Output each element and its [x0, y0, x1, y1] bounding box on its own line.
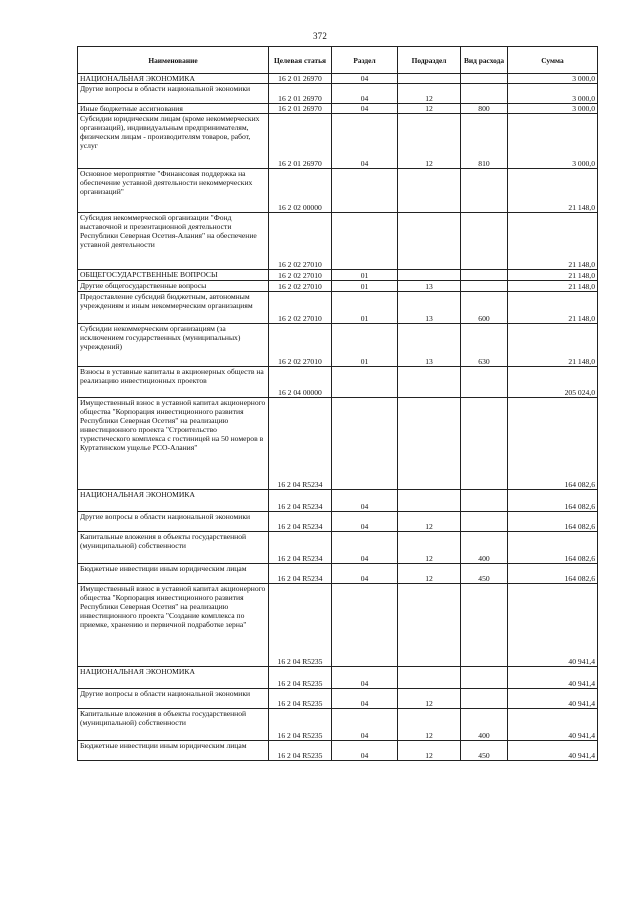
cell-expense-type: [461, 367, 508, 398]
cell-target-article: 16 2 04 R5235: [269, 667, 332, 689]
cell-section: [332, 398, 398, 490]
cell-subsection: [398, 584, 461, 667]
table-row: [78, 270, 598, 281]
cell-expense-type: [461, 84, 508, 104]
cell-name: Субсидия некоммерческой организации "Фонд выставочной и презентационной деятельности Республики Северная Осетия-Алания" на обеспечение уставной деятельности: [78, 213, 269, 270]
cell-section: 04: [332, 689, 398, 709]
cell-name: НАЦИОНАЛЬНАЯ ЭКОНОМИКА: [78, 667, 269, 689]
cell-name: Другие общегосударственные вопросы: [78, 281, 269, 292]
cell-name: Субсидии юридическим лицам (кроме некоммерческих организаций), индивидуальным предпринимателям, физическим лицам - производителям товаров, работ, услуг: [78, 114, 269, 169]
table-body: [78, 74, 598, 761]
cell-sum: 3 000,0: [508, 84, 598, 104]
cell-expense-type: [461, 270, 508, 281]
cell-name: Имущественный взнос в уставной капитал акционерного общества "Корпорация инвестиционного развития Республики Северная Осетия" на реализацию инвестиционного проекта "Строительство туристического комплекса с гостиницей на 50 номеров в Куртатинском ущелье РСО-Алания": [78, 398, 269, 490]
cell-sum: 164 082,6: [508, 490, 598, 512]
cell-sum: 164 082,6: [508, 532, 598, 564]
cell-sum: 40 941,4: [508, 667, 598, 689]
cell-subsection: 12: [398, 512, 461, 532]
table-row: [78, 213, 598, 270]
header-subsection: Подраздел: [398, 47, 461, 74]
cell-section: 04: [332, 74, 398, 84]
table-row: [78, 324, 598, 367]
cell-target-article: 16 2 04 R5235: [269, 741, 332, 761]
cell-section: [332, 367, 398, 398]
budget-table: [77, 46, 598, 761]
table-row: [78, 114, 598, 169]
cell-expense-type: 400: [461, 532, 508, 564]
cell-expense-type: 630: [461, 324, 508, 367]
cell-name: Капитальные вложения в объекты государственной (муниципальной) собственности: [78, 709, 269, 741]
cell-sum: 40 941,4: [508, 741, 598, 761]
cell-expense-type: 600: [461, 292, 508, 324]
cell-target-article: 16 2 02 27010: [269, 281, 332, 292]
cell-name: Другие вопросы в области национальной экономики: [78, 689, 269, 709]
cell-section: 04: [332, 741, 398, 761]
cell-sum: 21 148,0: [508, 169, 598, 213]
cell-target-article: 16 2 02 27010: [269, 324, 332, 367]
cell-target-article: 16 2 01 26970: [269, 84, 332, 104]
cell-name: Иные бюджетные ассигнования: [78, 104, 269, 114]
cell-sum: 40 941,4: [508, 709, 598, 741]
cell-name: Капитальные вложения в объекты государственной (муниципальной) собственности: [78, 532, 269, 564]
cell-target-article: 16 2 04 R5234: [269, 564, 332, 584]
cell-target-article: 16 2 04 R5235: [269, 689, 332, 709]
cell-target-article: 16 2 04 R5234: [269, 532, 332, 564]
cell-section: 04: [332, 532, 398, 564]
header-section: Раздел: [332, 47, 398, 74]
table-row: [78, 709, 598, 741]
cell-sum: 21 148,0: [508, 281, 598, 292]
cell-target-article: 16 2 01 26970: [269, 104, 332, 114]
table-row: [78, 169, 598, 213]
cell-subsection: [398, 367, 461, 398]
cell-section: 04: [332, 114, 398, 169]
cell-expense-type: [461, 490, 508, 512]
cell-section: [332, 584, 398, 667]
cell-sum: 3 000,0: [508, 114, 598, 169]
cell-target-article: 16 2 02 27010: [269, 270, 332, 281]
cell-subsection: 12: [398, 104, 461, 114]
cell-name: НАЦИОНАЛЬНАЯ ЭКОНОМИКА: [78, 74, 269, 84]
cell-target-article: 16 2 04 00000: [269, 367, 332, 398]
cell-name: Имущественный взнос в уставной капитал акционерного общества "Корпорация инвестиционного развития Республики Северная Осетия" на реализацию инвестиционного проекта "Создание комплекса по приемке, хранению и первичной подработке зерна": [78, 584, 269, 667]
cell-target-article: 16 2 02 27010: [269, 213, 332, 270]
cell-section: [332, 213, 398, 270]
cell-target-article: 16 2 04 R5235: [269, 709, 332, 741]
cell-subsection: [398, 398, 461, 490]
table-row: [78, 564, 598, 584]
cell-sum: 40 941,4: [508, 689, 598, 709]
cell-subsection: 13: [398, 292, 461, 324]
cell-name: ОБЩЕГОСУДАРСТВЕННЫЕ ВОПРОСЫ: [78, 270, 269, 281]
table-row: [78, 367, 598, 398]
cell-expense-type: 810: [461, 114, 508, 169]
cell-target-article: 16 2 04 R5234: [269, 490, 332, 512]
cell-expense-type: [461, 398, 508, 490]
cell-section: 04: [332, 667, 398, 689]
cell-subsection: 12: [398, 114, 461, 169]
table-row: [78, 74, 598, 84]
cell-subsection: [398, 213, 461, 270]
cell-subsection: 12: [398, 532, 461, 564]
cell-target-article: 16 2 04 R5234: [269, 398, 332, 490]
cell-expense-type: [461, 584, 508, 667]
cell-sum: 3 000,0: [508, 74, 598, 84]
cell-section: 01: [332, 324, 398, 367]
cell-section: 01: [332, 270, 398, 281]
header-target-article: Целевая статья: [269, 47, 332, 74]
page-number: 372: [312, 31, 328, 41]
cell-name: Другие вопросы в области национальной экономики: [78, 84, 269, 104]
cell-subsection: [398, 667, 461, 689]
cell-expense-type: [461, 512, 508, 532]
cell-name: Бюджетные инвестиции иным юридическим лицам: [78, 741, 269, 761]
cell-sum: 21 148,0: [508, 270, 598, 281]
table-row: [78, 281, 598, 292]
header-name: Наименование: [78, 47, 269, 74]
cell-sum: 40 941,4: [508, 584, 598, 667]
cell-sum: 21 148,0: [508, 292, 598, 324]
cell-subsection: [398, 270, 461, 281]
table-row: [78, 512, 598, 532]
cell-section: 04: [332, 104, 398, 114]
cell-subsection: [398, 74, 461, 84]
table-row: [78, 532, 598, 564]
cell-target-article: 16 2 04 R5235: [269, 584, 332, 667]
cell-section: 04: [332, 512, 398, 532]
cell-expense-type: 450: [461, 564, 508, 584]
table-row: [78, 584, 598, 667]
cell-target-article: 16 2 01 26970: [269, 74, 332, 84]
cell-section: 04: [332, 84, 398, 104]
cell-name: Субсидии некоммерческим организациям (за исключением государственных (муниципальных) учреждений): [78, 324, 269, 367]
cell-sum: 164 082,6: [508, 564, 598, 584]
cell-expense-type: [461, 667, 508, 689]
header-sum: Сумма: [508, 47, 598, 74]
table-row: [78, 689, 598, 709]
cell-target-article: 16 2 02 00000: [269, 169, 332, 213]
cell-expense-type: 800: [461, 104, 508, 114]
cell-sum: 21 148,0: [508, 324, 598, 367]
cell-expense-type: [461, 689, 508, 709]
cell-expense-type: 400: [461, 709, 508, 741]
cell-subsection: 12: [398, 564, 461, 584]
cell-section: 04: [332, 490, 398, 512]
cell-section: [332, 169, 398, 213]
cell-section: 04: [332, 709, 398, 741]
cell-name: Основное мероприятие "Финансовая поддержка на обеспечение уставной деятельности некоммерческих организаций": [78, 169, 269, 213]
cell-sum: 164 082,6: [508, 512, 598, 532]
cell-name: Другие вопросы в области национальной экономики: [78, 512, 269, 532]
table-row: [78, 398, 598, 490]
cell-subsection: 13: [398, 324, 461, 367]
cell-subsection: 12: [398, 689, 461, 709]
cell-subsection: 13: [398, 281, 461, 292]
cell-name: Взносы в уставные капиталы в акционерных обществ на реализацию инвестиционных проектов: [78, 367, 269, 398]
cell-subsection: 12: [398, 741, 461, 761]
cell-subsection: 12: [398, 84, 461, 104]
cell-expense-type: [461, 213, 508, 270]
cell-expense-type: 450: [461, 741, 508, 761]
cell-target-article: 16 2 04 R5234: [269, 512, 332, 532]
cell-sum: 205 024,0: [508, 367, 598, 398]
table-row: [78, 292, 598, 324]
table-row: [78, 741, 598, 761]
cell-target-article: 16 2 02 27010: [269, 292, 332, 324]
table-row: [78, 84, 598, 104]
table-row: [78, 490, 598, 512]
cell-subsection: [398, 490, 461, 512]
cell-section: 01: [332, 281, 398, 292]
table-row: [78, 104, 598, 114]
cell-subsection: 12: [398, 709, 461, 741]
cell-name: НАЦИОНАЛЬНАЯ ЭКОНОМИКА: [78, 490, 269, 512]
header-expense-type: Вид расхода: [461, 47, 508, 74]
cell-expense-type: [461, 281, 508, 292]
cell-expense-type: [461, 74, 508, 84]
cell-section: 01: [332, 292, 398, 324]
cell-sum: 164 082,6: [508, 398, 598, 490]
cell-target-article: 16 2 01 26970: [269, 114, 332, 169]
cell-name: Бюджетные инвестиции иным юридическим лицам: [78, 564, 269, 584]
cell-subsection: [398, 169, 461, 213]
cell-expense-type: [461, 169, 508, 213]
cell-sum: 21 148,0: [508, 213, 598, 270]
cell-section: 04: [332, 564, 398, 584]
cell-name: Предоставление субсидий бюджетным, автономным учреждениям и иным некоммерческим организациям: [78, 292, 269, 324]
table-row: [78, 667, 598, 689]
cell-sum: 3 000,0: [508, 104, 598, 114]
table-header-row: [78, 47, 598, 74]
